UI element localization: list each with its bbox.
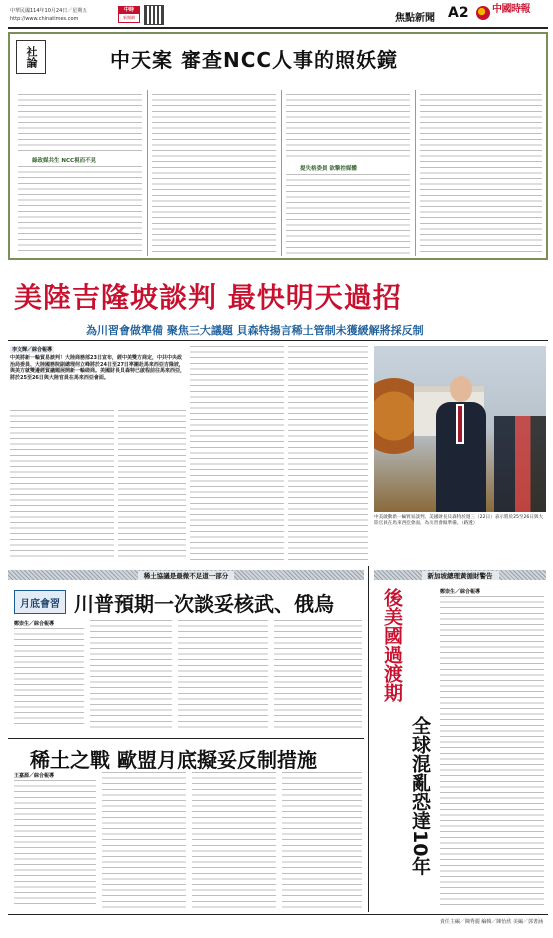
lead-lede: 中美將新一輪貿易談判！大陸商務部23日宣布，經中美雙方商定，中共中央政治局委員、大陸國務院副總理何立峰將於24日至27日率團赴馬來西亞吉隆坡，與美方就雙邊經貿議題展開新一輪磋商。美國財長貝森特已啟程前往馬來西亞，將於25至26日與大陸官員在馬來西亞會面。 — [10, 355, 186, 381]
col-divider — [281, 90, 282, 256]
eu-col2 — [102, 772, 186, 908]
lead-col3-text — [190, 346, 284, 560]
lead-col1-text — [10, 410, 114, 560]
editorial-col1b-text — [18, 166, 142, 254]
footer-rule — [8, 914, 548, 915]
editorial-badge-text: 社論 — [25, 46, 38, 68]
lead-subtitle: 為川習會做準備 聚焦三大議題 貝森特揚言稀土管制未獲緩解將採反制 — [86, 324, 424, 337]
website-url: http://www.chinatimes.com — [10, 16, 79, 22]
eu-byline: 王嘉源／綜合報導 — [14, 773, 55, 779]
page-number: A2 — [448, 5, 469, 21]
lead-col4-text — [288, 346, 368, 560]
date-line: 中華民國114年10月24日／星期五 — [10, 8, 88, 14]
chinatimes-small-logo — [118, 6, 140, 23]
eu-headline: 稀土之戰 歐盟月底擬妥反制措施 — [30, 748, 317, 772]
lead-rule — [8, 340, 548, 341]
rare-earth-headline: 川普預期一次談妥核武、俄烏 — [74, 592, 334, 616]
rare-earth-tag — [14, 590, 66, 614]
lead-byline: 李文輝／綜合報導 — [12, 347, 53, 353]
analysis-byline: 鄭崇生／綜合報導 — [440, 589, 481, 595]
editorial-col4-text — [420, 94, 542, 254]
analysis-title-1-text: 後美國過渡期 — [381, 588, 403, 702]
section-title: 焦點新聞 — [395, 13, 435, 24]
brand-name — [492, 4, 546, 15]
rare-earth-col1 — [14, 628, 84, 728]
photo-figure — [430, 376, 490, 512]
rare-earth-byline: 鄭崇生／綜合報導 — [14, 621, 55, 627]
photo-people-right — [494, 416, 546, 512]
editorial-col2-text — [152, 94, 276, 254]
editorial-col3b-text — [286, 174, 410, 254]
analysis-divider — [368, 566, 369, 912]
small-logo-bottom: 新聞網 — [123, 15, 135, 20]
analysis-vertical-title-1 — [376, 588, 402, 702]
analysis-band-text: 新加坡總理黃循財警告 — [422, 571, 499, 580]
editorial-subhead-2: 提失格委員 欲擎控媒體 — [300, 166, 357, 172]
masthead-rule — [8, 27, 548, 29]
rare-earth-col4 — [274, 620, 362, 728]
credits: 責任主編／陳秀麗 編輯／陳怡欣 美編／郭書涵 — [439, 919, 543, 925]
editorial-box — [8, 32, 548, 260]
brand-flame-icon — [476, 6, 490, 20]
editorial-col1-text — [18, 94, 142, 152]
analysis-band — [374, 570, 546, 580]
analysis-vertical-title-2 — [404, 716, 430, 875]
small-logo-top: 中時 — [119, 7, 139, 14]
col-divider — [147, 90, 148, 256]
rare-earth-col3 — [178, 620, 268, 728]
analysis-title-2-text: 全球混亂恐達10年 — [409, 716, 431, 876]
editorial-title: 中天案 審查NCC人事的照妖鏡 — [110, 48, 399, 72]
lead-photo — [374, 346, 546, 512]
photo-caption: 中美啟動新一輪貿易談判，美國財長貝森特於週三（22日）表示將於25至26日與大陸官員在馬來西亞會面，為川習會做準備。（路透） — [374, 515, 544, 527]
rare-earth-band — [8, 570, 364, 580]
rare-earth-col2 — [90, 620, 172, 728]
editorial-col3-text — [286, 94, 410, 160]
photo-foliage — [374, 366, 414, 466]
editorial-subhead-1: 綠政媒共生 NCC視而不見 — [32, 158, 97, 164]
editorial-badge — [16, 40, 46, 74]
analysis-col-text — [440, 596, 544, 908]
rare-earth-tag-text: 月底會習 — [20, 598, 60, 610]
lead-col2-text — [118, 410, 186, 560]
eu-col1 — [14, 780, 96, 908]
col-divider — [415, 90, 416, 256]
eu-col4 — [282, 772, 362, 908]
qr-code-icon — [144, 5, 164, 25]
eu-col3 — [192, 772, 276, 908]
brand-name-text: 中國時報 — [492, 4, 530, 15]
lead-headline: 美陸吉隆坡談判 最快明天過招 — [14, 281, 402, 314]
eu-rule — [8, 738, 364, 739]
rare-earth-band-text: 稀土協議是最微不足道一部分 — [138, 571, 235, 580]
